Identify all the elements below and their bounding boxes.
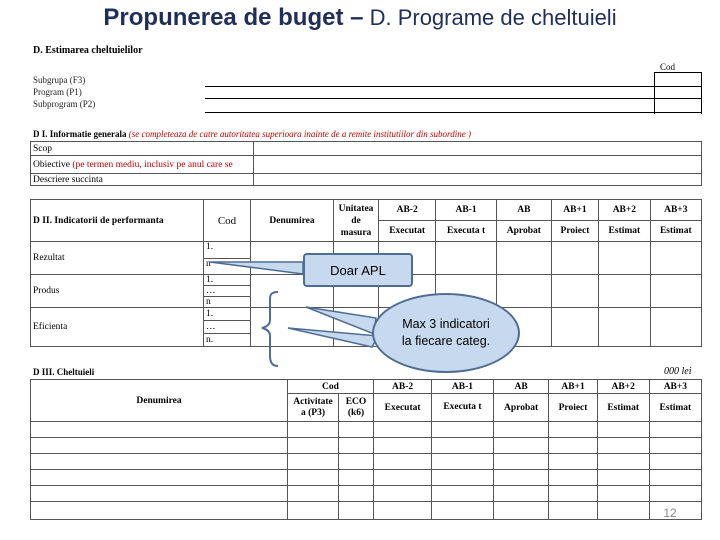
- callout-max-text: Max 3 indicatori la fiecare categ.: [401, 317, 491, 348]
- indicatori-heading: D II. Indicatorii de performanta: [31, 200, 204, 242]
- produs-code-dots: …: [204, 286, 250, 297]
- program-label: Program (P1): [33, 87, 82, 97]
- cheltuieli-denumirea-header: Denumirea: [31, 380, 288, 422]
- ch-year-ab+1: AB+1: [549, 380, 597, 394]
- subgrupa-label: Subgrupa (F3): [33, 75, 86, 85]
- rezultat-label: Rezultat: [31, 242, 204, 275]
- ind-year-ab-1: AB-1: [436, 200, 497, 221]
- indicatori-denumirea-header: Denumirea: [251, 200, 334, 242]
- section-d1-heading: D I. Informatie generala: [33, 129, 127, 139]
- section-d3-heading: D III. Cheltuieli: [33, 367, 95, 377]
- ind-type-proiect: Proiect: [551, 221, 598, 242]
- ch-type-estimat-2: Estimat: [649, 394, 701, 422]
- cheltuieli-activitate-header: Activitate a (P3): [288, 394, 339, 422]
- ch-type-estimat: Estimat: [597, 394, 649, 422]
- ch-type-aprobat: Aprobat: [493, 394, 549, 422]
- brace-left: [262, 292, 278, 366]
- ind-year-ab+1: AB+1: [551, 200, 598, 221]
- apl-pointer: [210, 262, 303, 274]
- produs-code-1: 1.: [204, 275, 250, 286]
- section-d3-unit: 000 lei: [664, 366, 692, 377]
- ind-type-estimat-2: Estimat: [650, 221, 701, 242]
- ind-type-executat-2: Executa t: [436, 221, 497, 242]
- ch-type-proiect: Proiect: [549, 394, 597, 422]
- eficienta-code-1: 1.: [204, 308, 250, 321]
- rezultat-code-n: n: [206, 259, 211, 269]
- slide-title-bold: Propunerea de buget –: [103, 4, 364, 31]
- ind-year-ab-2: AB-2: [379, 200, 436, 221]
- ch-year-ab+2: AB+2: [597, 380, 649, 394]
- ch-year-ab-1: AB-1: [432, 380, 494, 394]
- callout-doar-apl: Doar APL: [303, 253, 413, 287]
- rezultat-code-1: 1.: [204, 242, 250, 259]
- ch-year-ab+3: AB+3: [649, 380, 701, 394]
- callout-max-indicatori: [372, 293, 520, 373]
- eficienta-code-n: n.: [206, 335, 214, 345]
- slide-title-rest: D. Programe de cheltuieli: [363, 5, 617, 30]
- subprogram-label: Subprogram (P2): [33, 99, 96, 109]
- indicatori-unitatea-header: Unitatea de masura: [334, 200, 379, 242]
- ch-type-executat-2: Executa t: [432, 394, 494, 422]
- page-number: 12: [663, 506, 677, 520]
- ch-year-ab: AB: [493, 380, 549, 394]
- ind-year-ab+2: AB+2: [599, 200, 650, 221]
- descriere-cell: Descriere succinta: [31, 174, 254, 186]
- produs-label: Produs: [31, 275, 204, 308]
- ind-year-ab+3: AB+3: [650, 200, 701, 221]
- ind-type-executat: Executat: [379, 221, 436, 242]
- produs-code-n: n: [206, 297, 211, 307]
- indicatori-cod-header: Cod: [204, 200, 251, 242]
- eficienta-label: Eficienta: [31, 308, 204, 347]
- cheltuieli-cod-header: Cod: [288, 380, 374, 394]
- section-d1-note: (se completeaza de catre autoritatea superioara inainte de a remite institutiilor din subordine ): [128, 129, 471, 139]
- scop-cell: Scop: [31, 142, 254, 156]
- section-d-cod-label: Cod: [660, 62, 676, 72]
- ind-type-aprobat: Aprobat: [496, 221, 551, 242]
- obiective-note: (pe termen mediu, inclusiv pe anul care se: [72, 159, 233, 170]
- obiective-label: Obiective: [33, 159, 73, 170]
- eficienta-code-dots: …: [204, 321, 250, 334]
- cheltuieli-eco-header: ECO (k6): [339, 394, 374, 422]
- ch-year-ab-2: AB-2: [374, 380, 432, 394]
- ind-year-ab: AB: [496, 200, 551, 221]
- section-d-heading: D. Estimarea cheltuielilor: [33, 45, 143, 56]
- ch-type-executat: Executat: [374, 394, 432, 422]
- ind-type-estimat: Estimat: [599, 221, 650, 242]
